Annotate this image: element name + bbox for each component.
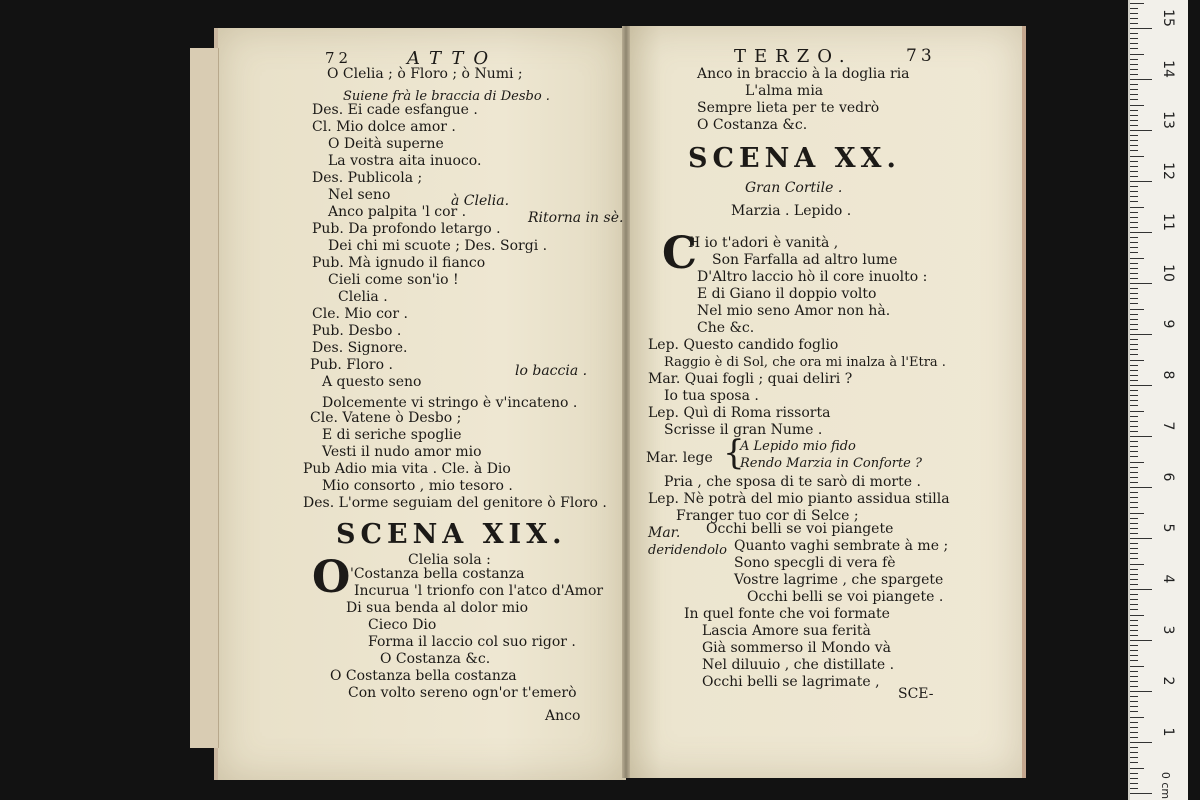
ruler-tick — [1130, 196, 1138, 197]
aria-line: Con volto sereno ogn'or t'emerò — [348, 685, 577, 701]
ruler-tick — [1130, 558, 1138, 559]
ruler-tick — [1130, 89, 1138, 90]
ruler-tick — [1130, 278, 1138, 279]
aria-line: H io t'adori è vanità , — [688, 235, 839, 251]
ruler-tick — [1130, 686, 1138, 687]
ruler-tick — [1130, 482, 1138, 483]
ruler-tick — [1130, 370, 1138, 371]
text-line: Io tua sposa . — [664, 388, 759, 404]
letter-line: A Lepido mio fido — [740, 439, 856, 454]
ruler-number: 1 — [1160, 727, 1176, 737]
ruler-tick — [1130, 421, 1138, 422]
ruler-tick — [1130, 543, 1138, 544]
ruler-tick — [1130, 778, 1138, 779]
ruler-tick — [1130, 135, 1138, 136]
ruler-tick — [1130, 268, 1138, 269]
aria-line: E di Giano il doppio volto — [697, 286, 877, 302]
ruler-tick — [1130, 207, 1144, 208]
ruler-tick — [1130, 538, 1152, 539]
ruler-tick — [1130, 773, 1138, 774]
ruler-tick — [1130, 742, 1152, 743]
ruler-tick — [1130, 252, 1138, 253]
ruler-tick — [1130, 609, 1138, 610]
ruler-tick — [1130, 574, 1138, 575]
ruler-number: 11 — [1160, 213, 1176, 231]
text-line: Dei chi mi scuote ; Des. Sorgi . — [328, 238, 548, 254]
ruler-tick — [1130, 666, 1144, 667]
ruler-tick — [1130, 793, 1152, 794]
ruler-tick — [1130, 145, 1138, 146]
text-line: Pub. Mà ignudo il fianco — [312, 255, 486, 271]
ruler-tick — [1130, 411, 1144, 412]
text-line: Lep. Quì di Roma rissorta — [648, 405, 831, 421]
ruler-tick — [1130, 293, 1138, 294]
text-line: Lep. Nè potrà del mio pianto assidua stilla — [648, 491, 950, 507]
stage-direction: lo baccia . — [515, 363, 588, 379]
stage-direction: deridendolo — [648, 543, 727, 558]
aria-line: Incurua 'l trionfo con l'atco d'Amor — [354, 583, 604, 599]
measuring-ruler — [1128, 0, 1188, 800]
text-line: Pub Adio mia vita . Cle. à Dio — [303, 461, 511, 477]
ruler-tick — [1130, 339, 1138, 340]
ruler-tick — [1130, 737, 1138, 738]
ruler-tick — [1130, 28, 1152, 29]
aria-line: Nel mio seno Amor non hà. — [697, 303, 891, 319]
ruler-tick — [1130, 344, 1138, 345]
text-line: Cl. Mio dolce amor . — [312, 119, 456, 135]
text-line: Clelia . — [338, 289, 388, 305]
ruler-tick — [1130, 130, 1152, 131]
ruler-tick — [1130, 487, 1152, 488]
ruler-number: 15 — [1160, 9, 1176, 27]
ruler-tick — [1130, 655, 1138, 656]
ruler-tick — [1130, 110, 1138, 111]
aria-line: O Costanza &c. — [380, 651, 491, 667]
ruler-tick — [1130, 696, 1138, 697]
text-line: O Deità superne — [328, 136, 444, 152]
aria-line: Sono specgli di vera fè — [734, 555, 896, 571]
ruler-tick — [1130, 263, 1138, 264]
left-running-head: ATTO — [407, 48, 499, 69]
ruler-number: 6 — [1160, 472, 1176, 482]
ruler-tick — [1130, 161, 1138, 162]
aria-line: D'Altro laccio hò il core inuolto : — [697, 269, 928, 285]
ruler-tick — [1130, 212, 1138, 213]
aria-line: 'Costanza bella costanza — [350, 566, 525, 582]
aria-line: Di sua benda al dolor mio — [346, 600, 529, 616]
aria-line: Cieco Dio — [368, 617, 437, 633]
ruler-tick — [1130, 518, 1138, 519]
ruler-tick — [1130, 54, 1144, 55]
right-page-number: 73 — [906, 46, 936, 66]
ruler-tick — [1130, 23, 1138, 24]
ruler-tick — [1130, 38, 1138, 39]
ruler-tick — [1130, 456, 1138, 457]
ruler-tick — [1130, 462, 1144, 463]
ruler-tick — [1130, 329, 1138, 330]
ruler-tick — [1130, 630, 1138, 631]
ruler-tick — [1130, 273, 1138, 274]
aria-line: Occhi belli se voi piangete — [706, 521, 894, 537]
text-line: Pub. Floro . — [310, 357, 393, 373]
ruler-tick — [1130, 303, 1138, 304]
stage-direction: Ritorna in sè. — [528, 210, 624, 226]
ruler-tick — [1130, 569, 1138, 570]
ruler-tick — [1130, 176, 1138, 177]
ruler-number: 5 — [1160, 523, 1176, 533]
ruler-tick — [1130, 380, 1138, 381]
ruler-tick — [1130, 625, 1138, 626]
scene-subtitle: Clelia sola : — [408, 552, 491, 568]
ruler-tick — [1130, 533, 1138, 534]
ruler-tick — [1130, 620, 1138, 621]
text-line: Franger tuo cor di Selce ; — [676, 508, 859, 524]
ruler-tick — [1130, 156, 1144, 157]
ruler-tick — [1130, 59, 1138, 60]
text-line: Pria , che sposa di te sarò di morte . — [664, 474, 921, 490]
ruler-number: 13 — [1160, 111, 1176, 129]
text-line: Raggio è di Sol, che ora mi inalza à l'Etra . — [664, 355, 946, 370]
ruler-tick — [1130, 105, 1144, 106]
ruler-tick — [1130, 150, 1138, 151]
ruler-tick — [1130, 298, 1138, 299]
ruler-tick — [1130, 258, 1144, 259]
ruler-tick — [1130, 676, 1138, 677]
ruler-tick — [1130, 18, 1138, 19]
ruler-tick — [1130, 94, 1138, 95]
ruler-tick — [1130, 237, 1138, 238]
ruler-tick — [1130, 691, 1152, 692]
text-line: Dolcemente vi stringo è v'incateno . — [322, 395, 578, 411]
ruler-tick — [1130, 84, 1138, 85]
ruler-number: 12 — [1160, 162, 1176, 180]
ruler-tick — [1130, 523, 1138, 524]
text-line: E di seriche spoglie — [322, 427, 462, 443]
ruler-number: 10 — [1160, 264, 1176, 282]
ruler-tick — [1130, 201, 1138, 202]
ruler-tick — [1130, 8, 1138, 9]
ruler-tick — [1130, 783, 1138, 784]
ruler-number: 8 — [1160, 370, 1176, 380]
ruler-number: 7 — [1160, 421, 1176, 431]
brace-symbol: { — [723, 433, 745, 473]
aria-line: Forma il laccio col suo rigor . — [368, 634, 576, 650]
text-line: Pub. Desbo . — [312, 323, 402, 339]
book-gutter — [622, 26, 630, 778]
ruler-unit: 0 cm — [1159, 771, 1173, 800]
aria-line: Occhi belli se lagrimate , — [702, 674, 880, 690]
ruler-tick — [1130, 645, 1138, 646]
text-line: Vesti il nudo amor mio — [322, 444, 482, 460]
ruler-tick — [1130, 288, 1138, 289]
ruler-tick — [1130, 497, 1138, 498]
aria-line: Quanto vaghi sembrate à me ; — [734, 538, 949, 554]
ruler-tick — [1130, 125, 1138, 126]
ruler-tick — [1130, 186, 1138, 187]
ruler-tick — [1130, 247, 1138, 248]
ruler-tick — [1130, 3, 1144, 4]
ruler-tick — [1130, 564, 1144, 565]
ruler-number: 3 — [1160, 625, 1176, 635]
ruler-tick — [1130, 13, 1138, 14]
ruler-tick — [1130, 375, 1138, 376]
ruler-tick — [1130, 594, 1138, 595]
ruler-tick — [1130, 33, 1138, 34]
text-line: Anco palpita 'l cor . — [328, 204, 467, 220]
text-line: Lep. Questo candido foglio — [648, 337, 839, 353]
text-line: Cieli come son'io ! — [328, 272, 459, 288]
ruler-tick — [1130, 69, 1138, 70]
text-line: Scrisse il gran Nume . — [664, 422, 823, 438]
ruler-tick — [1130, 79, 1152, 80]
ruler-tick — [1130, 650, 1138, 651]
ruler-tick — [1130, 365, 1138, 366]
scene-title: SCENA XX. — [688, 143, 901, 174]
ruler-tick — [1130, 477, 1138, 478]
text-line: Des. Publicola ; — [312, 170, 423, 186]
ruler-tick — [1130, 717, 1144, 718]
text-line: Cle. Vatene ò Desbo ; — [310, 410, 462, 426]
ruler-tick — [1130, 604, 1138, 605]
right-running-head: TERZO. — [734, 46, 853, 67]
aria-line: Già sommerso il Mondo và — [702, 640, 891, 656]
stage-direction: Suiene frà le braccia di Desbo . — [343, 89, 550, 104]
speaker-label: Mar. — [648, 525, 681, 541]
ruler-tick — [1130, 385, 1152, 386]
ruler-tick — [1130, 747, 1138, 748]
ruler-tick — [1130, 74, 1138, 75]
text-line: Des. Signore. — [312, 340, 408, 356]
ruler-tick — [1130, 441, 1138, 442]
scene-title: SCENA XIX. — [336, 519, 567, 550]
ruler-tick — [1130, 671, 1138, 672]
ruler-tick — [1130, 416, 1138, 417]
ruler-tick — [1130, 507, 1138, 508]
ruler-tick — [1130, 120, 1138, 121]
drop-cap: C — [662, 228, 698, 279]
ruler-number: 4 — [1160, 574, 1176, 584]
ruler-tick — [1130, 426, 1138, 427]
ruler-tick — [1130, 757, 1138, 758]
ruler-tick — [1130, 727, 1138, 728]
text-line: Anco in braccio à la doglia ria — [697, 66, 910, 82]
text-line: Des. L'orme seguiam del genitore ò Floro . — [303, 495, 607, 511]
ruler-tick — [1130, 319, 1138, 320]
ruler-tick — [1130, 492, 1138, 493]
catchword: Anco — [545, 708, 581, 724]
ruler-tick — [1130, 451, 1138, 452]
ruler-tick — [1130, 390, 1138, 391]
ruler-tick — [1130, 732, 1138, 733]
text-line: L'alma mia — [745, 83, 824, 99]
ruler-tick — [1130, 395, 1138, 396]
ruler-tick — [1130, 227, 1138, 228]
ruler-tick — [1130, 579, 1138, 580]
ruler-number: 14 — [1160, 60, 1176, 78]
aria-line: Occhi belli se voi piangete . — [747, 589, 944, 605]
scene-place: Gran Cortile . — [745, 180, 843, 196]
ruler-tick — [1130, 584, 1138, 585]
ruler-tick — [1130, 706, 1138, 707]
text-line: La vostra aita inuoco. — [328, 153, 482, 169]
ruler-number: 9 — [1160, 319, 1176, 329]
ruler-tick — [1130, 589, 1152, 590]
text-line: Nel seno — [328, 187, 391, 203]
ruler-tick — [1130, 528, 1138, 529]
ruler-tick — [1130, 115, 1138, 116]
text-line: Mio consorto , mio tesoro . — [322, 478, 513, 494]
ruler-tick — [1130, 43, 1138, 44]
ruler-tick — [1130, 64, 1138, 65]
scene-characters: Marzia . Lepido . — [731, 203, 852, 219]
text-line: O Clelia ; ò Floro ; ò Numi ; — [327, 66, 523, 82]
ruler-tick — [1130, 446, 1138, 447]
letter-line: Rendo Marzia in Conforte ? — [740, 456, 922, 471]
ruler-tick — [1130, 217, 1138, 218]
ruler-tick — [1130, 436, 1152, 437]
ruler-tick — [1130, 140, 1138, 141]
ruler-tick — [1130, 431, 1138, 432]
text-line: Pub. Da profondo letargo . — [312, 221, 501, 237]
drop-cap: O — [312, 552, 351, 603]
aria-line: Che &c. — [697, 320, 755, 336]
aria-line: O Costanza bella costanza — [330, 668, 517, 684]
ruler-tick — [1130, 711, 1138, 712]
ruler-tick — [1130, 599, 1138, 600]
ruler-tick — [1130, 681, 1138, 682]
ruler-tick — [1130, 360, 1144, 361]
ruler-tick — [1130, 400, 1138, 401]
ruler-tick — [1130, 191, 1138, 192]
aria-line: Son Farfalla ad altro lume — [712, 252, 898, 268]
ruler-tick — [1130, 752, 1138, 753]
ruler-tick — [1130, 513, 1144, 514]
ruler-tick — [1130, 99, 1138, 100]
ruler-tick — [1130, 166, 1138, 167]
ruler-tick — [1130, 222, 1138, 223]
ruler-tick — [1130, 615, 1144, 616]
ruler-tick — [1130, 354, 1138, 355]
ruler-tick — [1130, 242, 1138, 243]
aria-line: In quel fonte che voi formate — [684, 606, 890, 622]
ruler-tick — [1130, 635, 1138, 636]
text-line: A questo seno — [322, 374, 422, 390]
ruler-tick — [1130, 171, 1138, 172]
ruler-tick — [1130, 467, 1138, 468]
ruler-tick — [1130, 181, 1152, 182]
catchword: SCE- — [898, 686, 934, 702]
letter-prefix: Mar. lege — [646, 450, 713, 466]
aria-line: Lascia Amore sua ferità — [702, 623, 871, 639]
text-line: Des. Ei cade esfangue . — [312, 102, 478, 118]
ruler-tick — [1130, 762, 1138, 763]
ruler-tick — [1130, 660, 1138, 661]
ruler-tick — [1130, 502, 1138, 503]
left-page-number: 72 — [325, 49, 353, 67]
aria-line: Nel diluuio , che distillate . — [702, 657, 895, 673]
aria-line: Vostre lagrime , che spargete — [734, 572, 944, 588]
ruler-tick — [1130, 349, 1138, 350]
ruler-tick — [1130, 548, 1138, 549]
ruler-tick — [1130, 722, 1138, 723]
text-line: O Costanza &c. — [697, 117, 808, 133]
ruler-tick — [1130, 472, 1138, 473]
ruler-tick — [1130, 405, 1138, 406]
stage-direction: à Clelia. — [451, 193, 510, 209]
ruler-tick — [1130, 324, 1138, 325]
text-line: Cle. Mio cor . — [312, 306, 408, 322]
text-line: Sempre lieta per te vedrò — [697, 100, 880, 116]
ruler-number: 2 — [1160, 676, 1176, 686]
ruler-tick — [1130, 553, 1138, 554]
text-line: Mar. Quai fogli ; quai deliri ? — [648, 371, 853, 387]
ruler-tick — [1130, 48, 1138, 49]
ruler-tick — [1130, 309, 1144, 310]
ruler-tick — [1130, 283, 1152, 284]
ruler-tick — [1130, 314, 1138, 315]
ruler-tick — [1130, 640, 1152, 641]
ruler-tick — [1130, 701, 1138, 702]
ruler-tick — [1130, 334, 1152, 335]
ruler-tick — [1130, 768, 1144, 769]
ruler-tick — [1130, 232, 1152, 233]
ruler-tick — [1130, 788, 1138, 789]
